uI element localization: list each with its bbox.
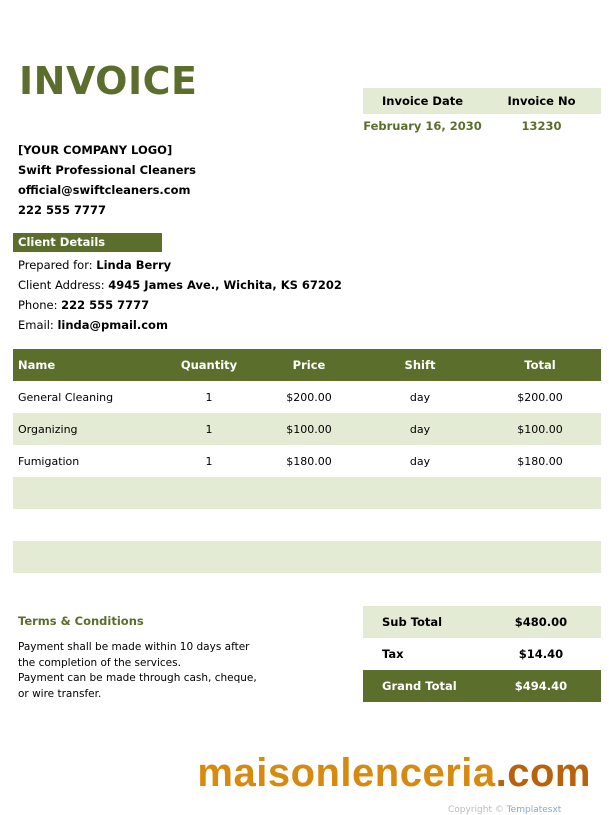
terms-heading: Terms & Conditions — [18, 614, 144, 628]
grand-total-value: $494.40 — [514, 679, 568, 693]
client-details-heading: Client Details — [13, 233, 162, 252]
column-header-total: Total — [524, 358, 556, 372]
watermark-domain: .com — [495, 751, 591, 795]
item-total: $180.00 — [517, 454, 563, 468]
grand-total-row — [363, 670, 601, 702]
item-quantity: 1 — [205, 390, 213, 404]
invoice-number-label: Invoice No — [507, 94, 576, 108]
client-name: Linda Berry — [96, 258, 172, 272]
prepared-for-label: Prepared for: — [18, 258, 93, 272]
terms-line: the completion of the services. — [18, 656, 181, 669]
table-row-empty — [13, 477, 601, 509]
grand-total-label: Grand Total — [382, 679, 457, 693]
tax-row — [363, 638, 601, 670]
item-total: $100.00 — [517, 422, 563, 436]
invoice-date-value: February 16, 2030 — [363, 119, 482, 133]
invoice-number-value: 13230 — [521, 119, 562, 133]
client-email-label: Email: — [18, 318, 54, 332]
tax-value: $14.40 — [518, 647, 564, 661]
table-row — [13, 381, 601, 413]
invoice-date-label: Invoice Date — [381, 94, 464, 108]
table-row-empty — [13, 541, 601, 573]
item-price: $180.00 — [286, 454, 332, 468]
subtotal-label: Sub Total — [382, 615, 443, 629]
item-shift: day — [409, 454, 431, 468]
item-shift: day — [409, 390, 431, 404]
watermark — [0, 748, 591, 798]
copyright-notice — [448, 805, 561, 815]
terms-text — [18, 640, 258, 702]
item-price: $200.00 — [286, 390, 332, 404]
company-phone: 222 555 7777 — [18, 203, 107, 217]
subtotal-value: $480.00 — [514, 615, 568, 629]
client-email: linda@pmail.com — [57, 318, 168, 332]
item-quantity: 1 — [205, 454, 213, 468]
subtotal-row — [363, 606, 601, 638]
item-name: General Cleaning — [18, 390, 114, 404]
terms-line: Payment can be made through cash, cheque, — [18, 672, 257, 684]
invoice-meta-values — [363, 114, 601, 138]
table-row — [13, 445, 601, 477]
item-name: Fumigation — [18, 454, 80, 468]
client-phone: 222 555 7777 — [61, 298, 150, 312]
item-quantity: 1 — [205, 422, 213, 436]
copyright-link[interactable]: Templatesxt — [506, 805, 562, 815]
column-header-shift: Shift — [404, 358, 436, 372]
invoice-title: INVOICE — [19, 59, 198, 103]
item-price: $100.00 — [286, 422, 332, 436]
terms-line: or wire transfer. — [18, 687, 102, 700]
company-info — [18, 140, 196, 220]
watermark-name: maisonlenceria — [197, 751, 496, 795]
tax-label: Tax — [382, 647, 404, 661]
item-shift: day — [409, 422, 431, 436]
client-address: 4945 James Ave., Wichita, KS 67202 — [108, 278, 342, 292]
company-logo-placeholder: [YOUR COMPANY LOGO] — [18, 143, 173, 157]
company-email: official@swiftcleaners.com — [18, 183, 191, 197]
copyright-prefix: Copyright © — [448, 805, 504, 815]
item-total: $200.00 — [517, 390, 563, 404]
client-phone-label: Phone: — [18, 298, 58, 312]
terms-line: Payment shall be made within 10 days after — [18, 641, 250, 653]
column-header-price: Price — [292, 358, 326, 372]
items-table — [13, 349, 601, 573]
company-name: Swift Professional Cleaners — [18, 163, 197, 177]
table-row-empty — [13, 509, 601, 541]
invoice-meta-header — [363, 88, 601, 114]
client-address-label: Client Address: — [18, 278, 105, 292]
column-header-name: Name — [18, 358, 56, 372]
table-header — [13, 349, 601, 381]
item-name: Organizing — [18, 422, 78, 436]
client-info — [18, 255, 342, 335]
column-header-quantity: Quantity — [180, 358, 238, 372]
table-row — [13, 413, 601, 445]
